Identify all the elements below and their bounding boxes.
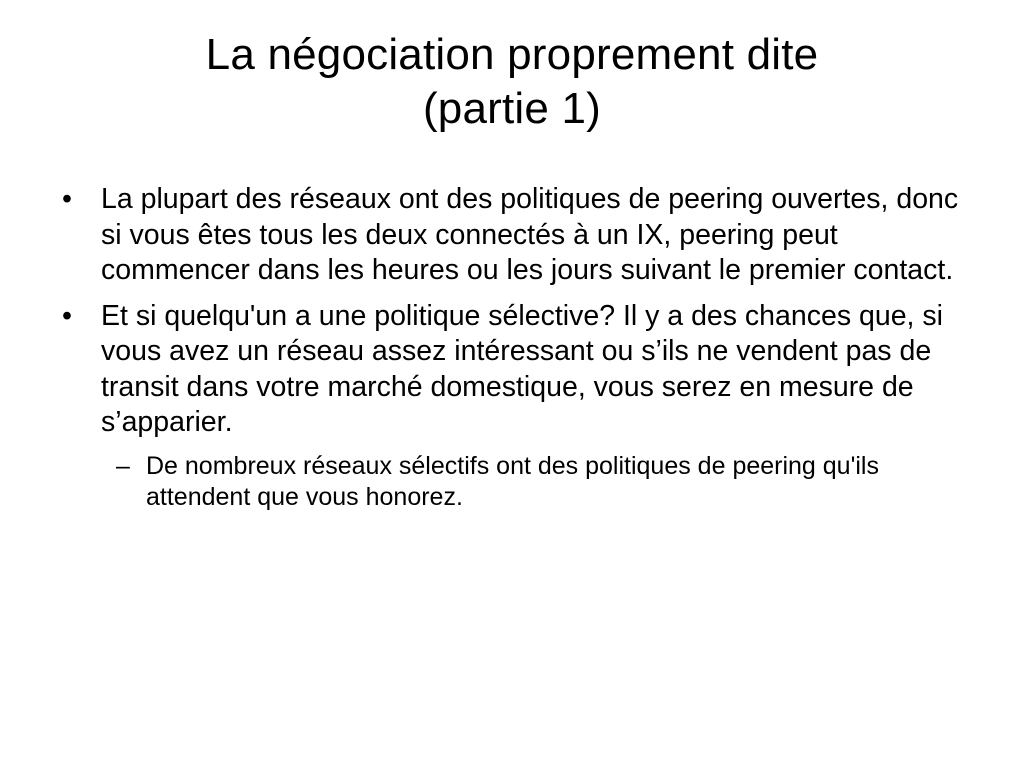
sub-bullet-text: De nombreux réseaux sélectifs ont des politiques de peering qu'ils attendent que vous honorez. [146, 451, 879, 511]
slide-title [60, 28, 964, 136]
bullet-item [60, 182, 970, 289]
bullet-text: La plupart des réseaux ont des politiques de peering ouvertes, donc si vous êtes tous les deux connectés à un IX, peering peut commencer dans les heures ou les jours suivant le premier contact. [101, 183, 959, 286]
slide-title-line-2: (partie 1) [422, 84, 602, 133]
sub-bullet-list [101, 451, 970, 513]
bullet-icon: • [62, 183, 72, 215]
dash-icon: – [116, 451, 130, 480]
bullet-item [60, 299, 970, 513]
bullet-text: Et si quelqu'un a une politique sélective? Il y a des chances que, si vous avez un réseau assez intéressant ou s’ils ne vendent pas de transit dans votre marché domestique, vous serez en mesure de s’apparier. [101, 299, 943, 438]
slide-content [60, 182, 970, 523]
sub-bullet-item [101, 451, 970, 513]
bullet-icon: • [62, 299, 72, 332]
slide-title-line-1: La négociation proprement dite [205, 30, 819, 79]
